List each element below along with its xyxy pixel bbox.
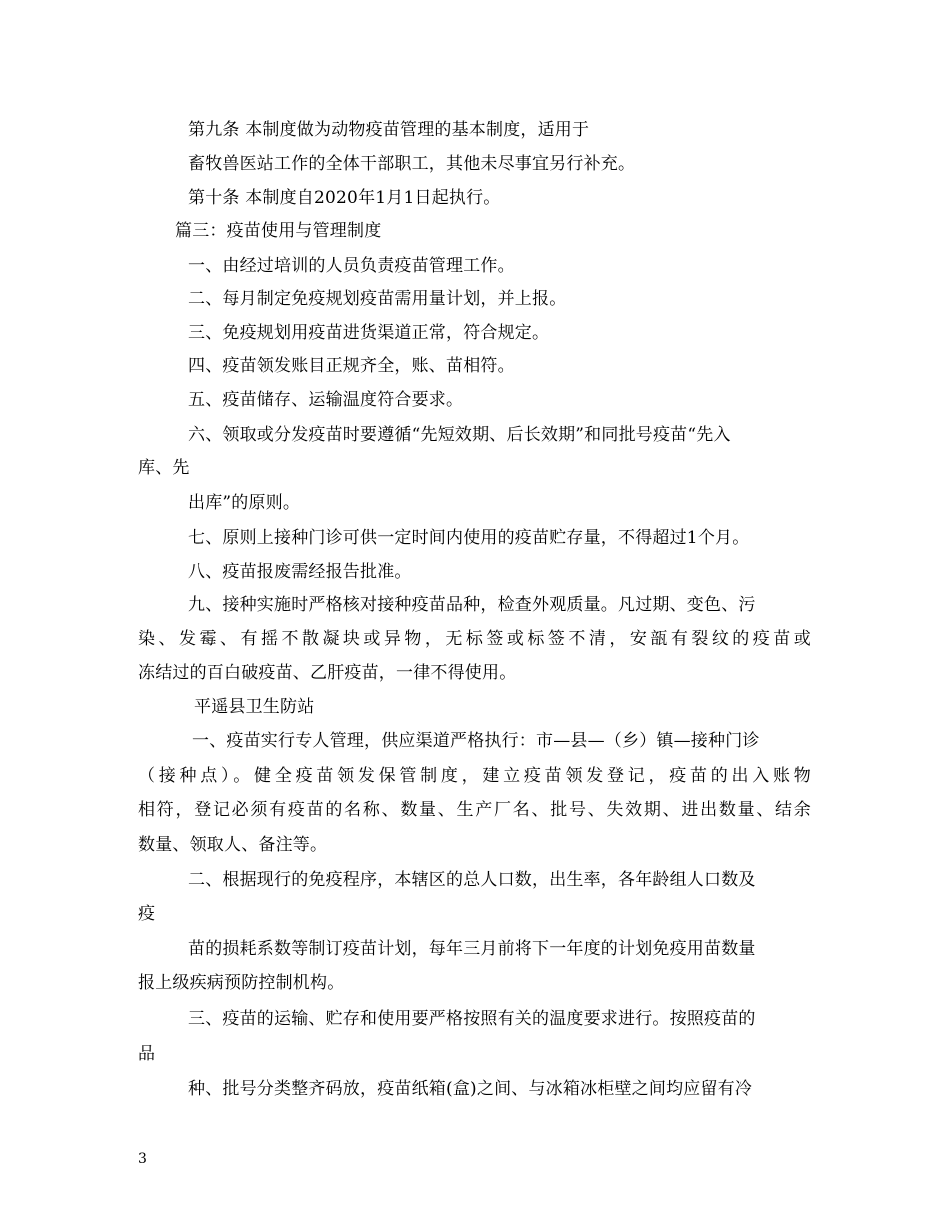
text-line: 出库”的原则。 — [188, 493, 301, 513]
text-line: 六、领取或分发疫苗时要遵循“先短效期、后长效期”和同批号疫苗“先入 — [188, 425, 731, 445]
text-line: 第十条 本制度自2020年1月1日起执行。 — [188, 188, 501, 208]
text-line: 报上级疾病预防控制机构。 — [138, 973, 345, 993]
text-line: 五、疫苗储存、运输温度符合要求。 — [188, 390, 464, 410]
text-line: 第九条 本制度做为动物疫苗管理的基本制度，适用于 — [188, 120, 590, 140]
text-line: 相符，登记必须有疫苗的名称、数量、生产厂名、批号、失效期、进出数量、结余 — [138, 800, 811, 820]
page-number: 3 — [138, 1151, 147, 1167]
text-line: 三、免疫规划用疫苗进货渠道正常，符合规定。 — [188, 323, 550, 343]
text-line: 二、每月制定免疫规划疫苗需用量计划，并上报。 — [188, 289, 567, 309]
text-line: 二、根据现行的免疫程序，本辖区的总人口数，出生率，各年龄组人口数及 — [188, 870, 756, 890]
text-line: 品 — [138, 1044, 156, 1064]
text-line: 七、原则上接种门诊可供一定时间内使用的疫苗贮存量，不得超过1个月。 — [188, 528, 750, 548]
text-line: 数量、领取人、备注等。 — [138, 835, 328, 855]
text-line: 苗的损耗系数等制订疫苗计划，每年三月前将下一年度的计划免疫用苗数量 — [188, 939, 756, 959]
text-line: （接种点）。健全疫苗领发保管制度，建立疫苗领发登记，疫苗的出入账物 — [138, 766, 811, 786]
organization-name: 平遥县卫生防站 — [194, 697, 315, 717]
text-line: 一、疫苗实行专人管理，供应渠道严格执行：市—县—（乡）镇—接种门诊 — [192, 731, 760, 751]
text-line: 九、接种实施时严格核对接种疫苗品种，检查外观质量。凡过期、变色、污 — [188, 595, 756, 615]
text-line: 一、由经过培训的人员负责疫苗管理工作。 — [188, 256, 515, 276]
text-line: 四、疫苗领发账目正规齐全，账、苗相符。 — [188, 356, 515, 376]
text-line: 八、疫苗报废需经报告批准。 — [188, 562, 412, 582]
text-line: 三、疫苗的运输、贮存和使用要严格按照有关的温度要求进行。按照疫苗的 — [188, 1009, 756, 1029]
text-line: 畜牧兽医站工作的全体干部职工，其他未尽事宜另行补充。 — [188, 154, 636, 174]
text-line: 染、发霉、有摇不散凝块或异物，无标签或标签不清，安瓿有裂纹的疫苗或 — [138, 629, 811, 649]
text-line: 种、批号分类整齐码放，疫苗纸箱(盒)之间、与冰箱冰柜壁之间均应留有冷 — [188, 1079, 753, 1099]
text-line: 疫 — [138, 904, 156, 924]
text-line: 冻结过的百白破疫苗、乙肝疫苗，一律不得使用。 — [138, 663, 517, 683]
section-heading: 篇三：疫苗使用与管理制度 — [175, 221, 382, 241]
text-line: 库、先 — [138, 458, 190, 478]
